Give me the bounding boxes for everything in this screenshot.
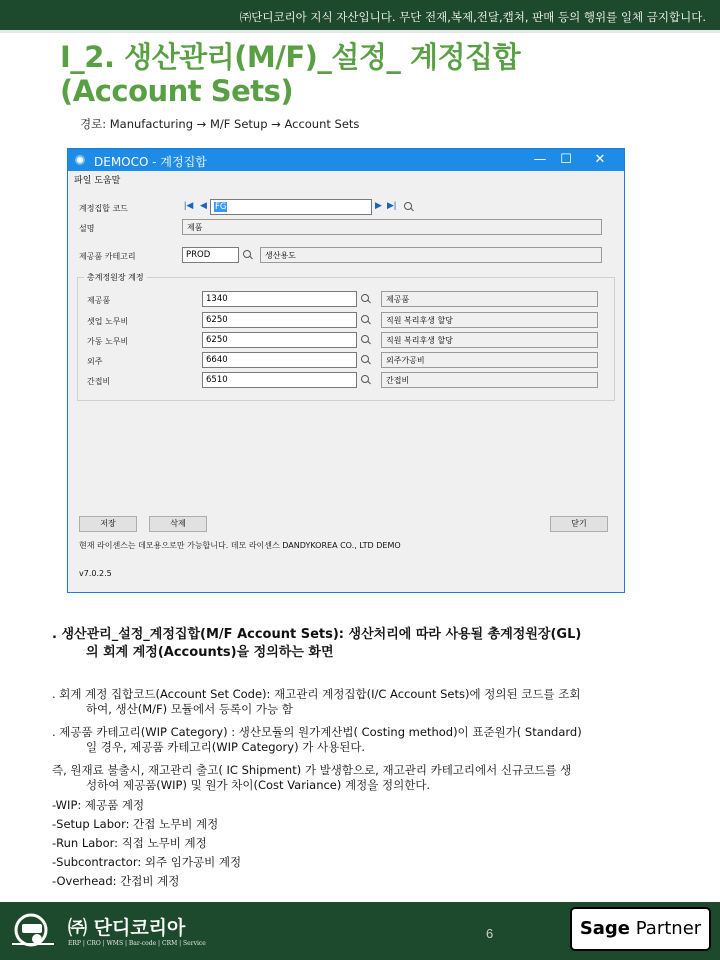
account-list-item: -Run Labor: 직접 노무비 계정 (52, 836, 207, 850)
subcontractor-label: 외주 (87, 357, 103, 366)
setup-labor-finder-icon[interactable] (361, 315, 371, 327)
page-title-line2: (Account Sets) (60, 74, 294, 108)
license-text: 현재 라이센스는 데모용으로만 가능합니다. 데모 라이센스 DANDYKOREA CO., LTD DEMO (79, 541, 401, 550)
paragraph-shipment (52, 763, 682, 793)
setup-labor-description: 직원 복리후생 할당 (381, 312, 598, 328)
nav-next-button[interactable]: ▶ (375, 200, 382, 210)
wip-category-label: 제공품 카테고리 (79, 252, 136, 261)
paragraph-line: . 회계 계정 집합코드(Account Set Code): 재고관리 계정집합(I/C Account Sets)에 정의된 코드를 조회 (52, 687, 581, 701)
subcontractor-input[interactable]: 6640 (202, 352, 357, 368)
close-window-button[interactable]: ✕ (594, 152, 606, 167)
save-button[interactable]: 저장 (79, 516, 137, 532)
account-list-item: -Subcontractor: 외주 임가공비 계정 (52, 855, 242, 869)
paragraph-line: 즉, 원재료 불출시, 재고관리 출고( IC Shipment) 가 발생함으로, 재고관리 카테고리에서 신규코드를 생 (52, 763, 572, 777)
menu-path: 경로: Manufacturing → M/F Setup → Account Sets (80, 117, 360, 131)
wip-account-label: 제공품 (87, 296, 111, 305)
sage-partner-logo (570, 907, 711, 951)
overhead-label: 간접비 (87, 377, 111, 386)
run-labor-label: 가동 노무비 (87, 337, 129, 346)
paragraph-account-set-code (52, 687, 682, 717)
app-icon (75, 155, 85, 165)
overhead-finder-icon[interactable] (361, 375, 371, 387)
setup-labor-input[interactable]: 6250 (202, 312, 357, 328)
paragraph-line: 하여, 생산(M/F) 모듈에서 등록이 가능 함 (86, 702, 293, 716)
wip-account-finder-icon[interactable] (361, 294, 371, 306)
account-set-code-input[interactable] (210, 199, 372, 215)
paragraph-wip-category (52, 725, 682, 755)
copyright-banner: ㈜단디코리아 지식 자산입니다. 무단 전재,복제,전달,캡쳐, 판매 등의 행위를 일체 금지합니다. (0, 0, 720, 30)
overhead-description: 간접비 (381, 372, 598, 388)
banner-divider (0, 30, 720, 33)
account-sets-window (67, 148, 625, 593)
run-labor-input[interactable]: 6250 (202, 332, 357, 348)
version-text: v7.0.2.5 (79, 569, 112, 578)
company-name: ㈜ 단디코리아 (68, 917, 186, 939)
close-button[interactable]: 닫기 (550, 516, 608, 532)
description-label: 설명 (79, 224, 95, 233)
delete-button[interactable]: 삭제 (149, 516, 207, 532)
wip-account-input[interactable]: 1340 (202, 291, 357, 307)
run-labor-description: 직원 복리후생 할당 (381, 332, 598, 348)
account-set-finder-icon[interactable] (404, 202, 414, 214)
menu-bar[interactable]: 파일 도움말 (68, 171, 624, 187)
description-heading (52, 626, 692, 662)
wip-category-input[interactable]: PROD (182, 247, 239, 263)
account-list-item: -WIP: 제공품 계정 (52, 798, 145, 812)
nav-prev-button[interactable]: ◀ (200, 200, 207, 210)
paragraph-line: 성하여 제공품(WIP) 및 원가 차이(Cost Variance) 계정을 정의한다. (86, 778, 431, 792)
page-number: 6 (486, 926, 494, 941)
subcontractor-finder-icon[interactable] (361, 355, 371, 367)
partner-label: Partner (635, 918, 702, 939)
minimize-button[interactable]: — (533, 152, 547, 167)
company-tagline: ERP | CRO | WMS | Bar-code | CRM | Service (68, 940, 206, 947)
description-field[interactable]: 제품 (182, 219, 602, 235)
run-labor-finder-icon[interactable] (361, 335, 371, 347)
paragraph-line: . 제공품 카테고리(WIP Category) : 생산모듈의 원가계산법( Costing method)이 표준원가( Standard) (52, 725, 582, 739)
paragraph-line: 일 경우, 제공품 카테고리(WIP Category) 가 사용된다. (86, 740, 366, 754)
page-title (60, 40, 520, 108)
company-logo-icon (10, 910, 56, 948)
wip-account-description: 제공품 (381, 291, 598, 307)
account-set-code-label: 계정집합 코드 (79, 204, 128, 213)
subcontractor-description: 외주가공비 (381, 352, 598, 368)
description-heading-line2: 의 회계 계정(Accounts)을 정의하는 화면 (86, 645, 334, 660)
nav-first-button[interactable]: |◀ (184, 200, 194, 210)
window-titlebar (68, 149, 624, 171)
sage-brand: Sage (579, 918, 631, 939)
account-list-item: -Overhead: 간접비 계정 (52, 874, 180, 888)
account-set-code-value: FG (215, 202, 227, 212)
overhead-input[interactable]: 6510 (202, 372, 357, 388)
window-title: DEMOCO - 계정집합 (94, 155, 207, 169)
wip-category-description: 생산용도 (260, 247, 602, 263)
maximize-button[interactable]: ☐ (560, 152, 572, 167)
gl-accounts-group-label: 총계정원장 계정 (84, 272, 147, 283)
page-title-line1: I_2. 생산관리(M/F)_설정_ 계정집합 (60, 40, 521, 74)
nav-last-button[interactable]: ▶| (387, 200, 397, 210)
wip-category-finder-icon[interactable] (243, 250, 253, 262)
setup-labor-label: 셋업 노무비 (87, 317, 129, 326)
description-heading-line1: . 생산관리_설정_계정집합(M/F Account Sets): 생산처리에 따라 사용될 총계정원장(GL) (52, 627, 582, 642)
account-list-item: -Setup Labor: 간접 노무비 계정 (52, 817, 219, 831)
